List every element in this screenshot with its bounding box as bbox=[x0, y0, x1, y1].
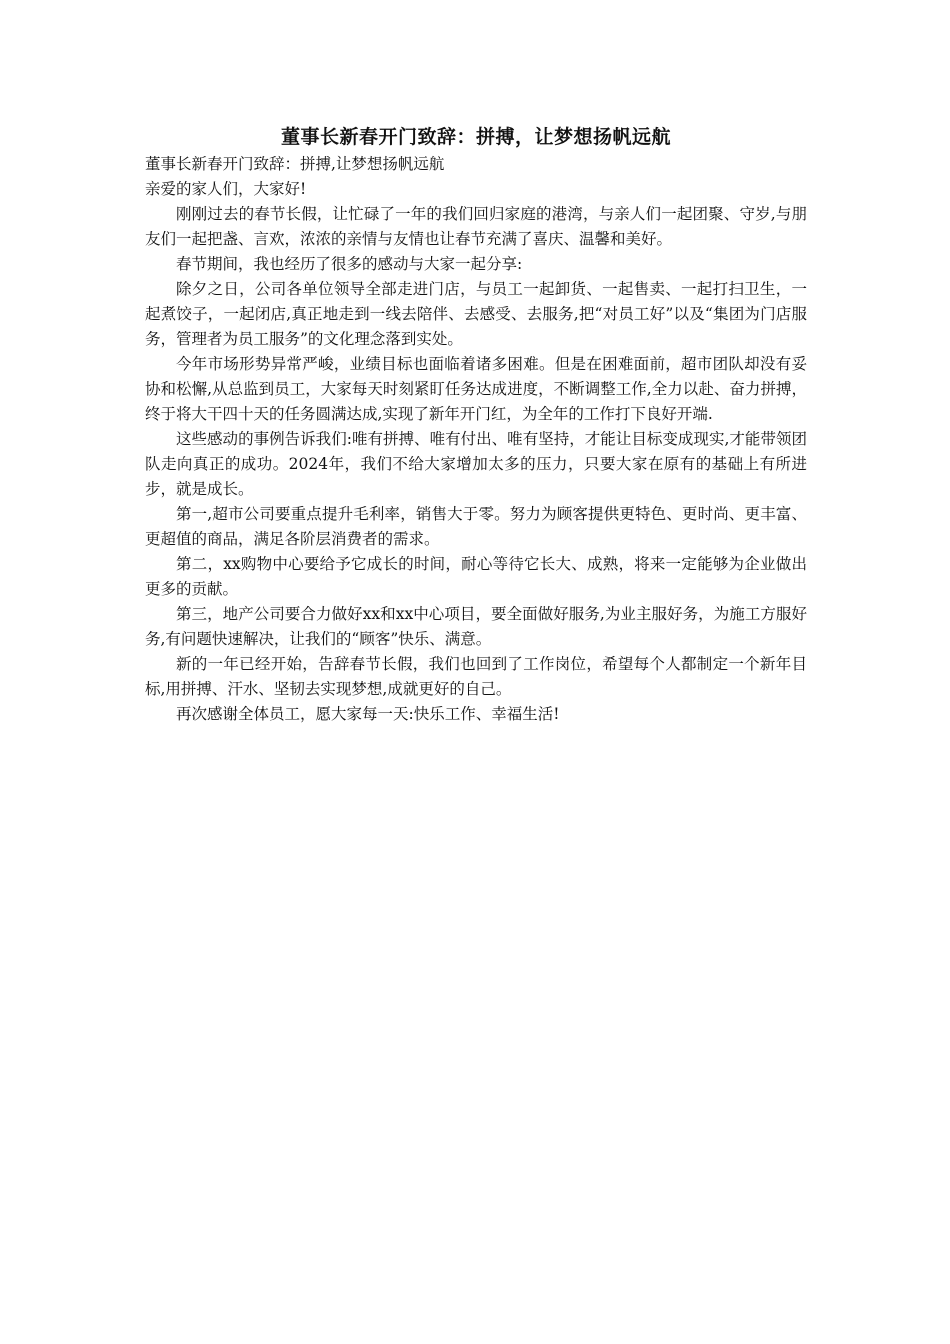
paragraph-thanks: 再次感谢全体员工，愿大家每一天:快乐工作、幸福生活! bbox=[176, 705, 560, 723]
greeting: 亲爱的家人们，大家好! bbox=[145, 180, 307, 198]
paragraph-holiday: 刚刚过去的春节长假，让忙碌了一年的我们回归家庭的港湾，与亲人们一起团聚、守岁,与朋友们一起把盏、言欢，浓浓的亲情与友情也让春节充满了喜庆、温馨和美好。 bbox=[145, 205, 807, 248]
paragraph-second: 第二，xx购物中心要给予它成长的时间，耐心等待它长大、成熟，将来一定能够为企业做出更多的贡献。 bbox=[145, 555, 807, 598]
document-title: 董事长新春开门致辞：拼搏，让梦想扬帆远航 bbox=[280, 126, 671, 148]
paragraph-intro-share: 春节期间，我也经历了很多的感动与大家一起分享: bbox=[176, 255, 523, 273]
paragraph-market: 今年市场形势异常严峻，业绩目标也面临着诸多困难。但是在困难面前，超市团队却没有妥协和松懈,从总监到员工，大家每天时刻紧盯任务达成进度，不断调整工作,全力以赴、奋力拼搏，终于将大干四十天的任务圆满达成,实现了新年开门红，为全年的工作打下良好开端. bbox=[145, 355, 807, 423]
paragraph-third: 第三，地产公司要合力做好xx和xx中心项目，要全面做好服务,为业主服好务，为施工方服好务,有问题快速解决，让我们的“顾客”快乐、满意。 bbox=[145, 605, 807, 648]
paragraph-first: 第一,超市公司要重点提升毛利率，销售大于零。努力为顾客提供更特色、更时尚、更丰富、更超值的商品，满足各阶层消费者的需求。 bbox=[145, 505, 807, 548]
paragraph-lessons: 这些感动的事例告诉我们:唯有拼搏、唯有付出、唯有坚持，才能让目标变成现实,才能带领团队走向真正的成功。2024年，我们不给大家增加太多的压力，只要大家在原有的基础上有所进步，就是成长。 bbox=[145, 430, 807, 498]
document-page bbox=[145, 122, 807, 727]
paragraph-new-year: 新的一年已经开始，告辞春节长假，我们也回到了工作岗位，希望每个人都制定一个新年目标,用拼搏、汗水、坚韧去实现梦想,成就更好的自己。 bbox=[145, 655, 807, 698]
paragraph-new-year-eve: 除夕之日，公司各单位领导全部走进门店，与员工一起卸货、一起售卖、一起打扫卫生，一起煮饺子，一起闭店,真正地走到一线去陪伴、去感受、去服务,把“对员工好”以及“集团为门店服务，管理者为员工服务”的文化理念落到实处。 bbox=[145, 280, 807, 348]
document-subtitle: 董事长新春开门致辞：拼搏,让梦想扬帆远航 bbox=[145, 155, 445, 173]
